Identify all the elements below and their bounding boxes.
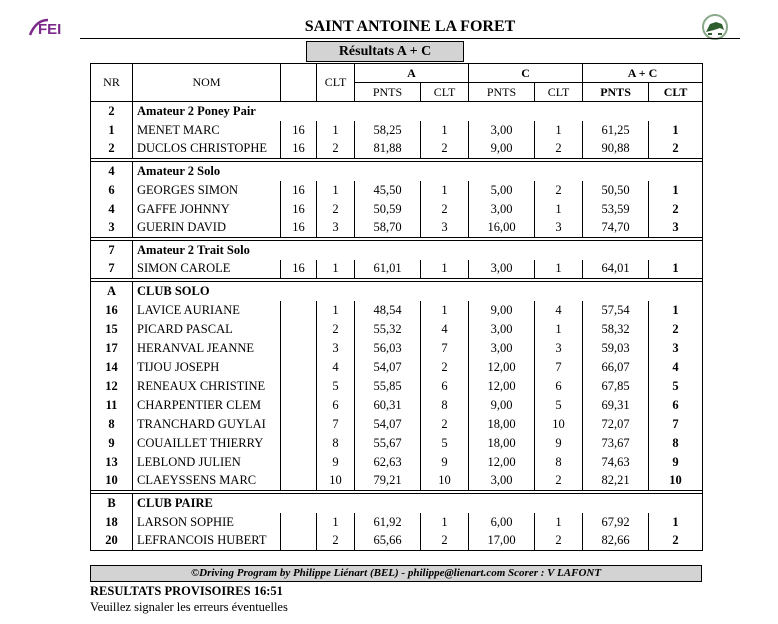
cell-nom: CLAEYSSENS MARC: [133, 472, 281, 491]
cell-age: [281, 513, 317, 532]
cell-age: [281, 377, 317, 396]
cell-ac-clt: 9: [649, 453, 703, 472]
cell-nom: LARSON SOPHIE: [133, 513, 281, 532]
table-body: [91, 102, 703, 551]
cell-ac-clt: 6: [649, 396, 703, 415]
cell-c-pnts: 12,00: [469, 377, 535, 396]
cell-a-pnts: 55,85: [355, 377, 421, 396]
cell-age: [281, 396, 317, 415]
cell-a-clt: 1: [421, 121, 469, 140]
cell-age: 16: [281, 181, 317, 200]
cell-ac-clt: 4: [649, 358, 703, 377]
cell-ac-clt: 3: [649, 219, 703, 238]
cell-nom: SIMON CAROLE: [133, 260, 281, 279]
cell-age: [281, 434, 317, 453]
cell-clt: 6: [317, 396, 355, 415]
cell-nom: TIJOU JOSEPH: [133, 358, 281, 377]
page-title: SAINT ANTOINE LA FORET: [304, 18, 516, 35]
table-row: [91, 513, 703, 532]
table-row: [91, 200, 703, 219]
section-header: [91, 241, 703, 260]
col-ac-pnts: PNTS: [583, 83, 649, 102]
cell-clt: 1: [317, 301, 355, 320]
cell-a-clt: 1: [421, 181, 469, 200]
table-row: [91, 453, 703, 472]
cell-clt: 9: [317, 453, 355, 472]
cell-ac-pnts: 67,85: [583, 377, 649, 396]
cell-a-pnts: 62,63: [355, 453, 421, 472]
cell-a-clt: 2: [421, 532, 469, 551]
cell-a-pnts: 58,25: [355, 121, 421, 140]
cell-nr: 14: [91, 358, 133, 377]
cell-age: [281, 415, 317, 434]
cell-c-pnts: 3,00: [469, 472, 535, 491]
results-subtitle: Résultats A + C: [306, 41, 464, 62]
table-row: [91, 140, 703, 159]
cell-clt: 3: [317, 219, 355, 238]
cell-nr: 4: [91, 200, 133, 219]
cell-c-pnts: 16,00: [469, 219, 535, 238]
cell-ac-clt: 1: [649, 260, 703, 279]
cell-nr: 15: [91, 320, 133, 339]
cell-age: 16: [281, 140, 317, 159]
table-row: [91, 301, 703, 320]
section-code: 2: [91, 102, 133, 121]
footer-credit: ©Driving Program by Philippe Liénart (BEL) - philippe@lienart.com Scorer : V LAFONT: [90, 565, 702, 582]
cell-nom: CHARPENTIER CLEM: [133, 396, 281, 415]
table-row: [91, 532, 703, 551]
cell-nr: 7: [91, 260, 133, 279]
cell-nr: 9: [91, 434, 133, 453]
cell-a-clt: 2: [421, 358, 469, 377]
cell-ac-pnts: 72,07: [583, 415, 649, 434]
cell-a-pnts: 60,31: [355, 396, 421, 415]
cell-nr: 16: [91, 301, 133, 320]
section-header: [91, 282, 703, 301]
cell-c-clt: 4: [535, 301, 583, 320]
cell-clt: 1: [317, 513, 355, 532]
cell-nr: 1: [91, 121, 133, 140]
cell-c-pnts: 3,00: [469, 200, 535, 219]
section-code: 4: [91, 162, 133, 181]
table-row: [91, 320, 703, 339]
section-title: CLUB PAIRE: [133, 494, 703, 513]
section-header: [91, 162, 703, 181]
cell-ac-clt: 2: [649, 320, 703, 339]
cell-ac-pnts: 82,21: [583, 472, 649, 491]
col-a-clt: CLT: [421, 83, 469, 102]
cell-age: 16: [281, 219, 317, 238]
cell-a-pnts: 55,67: [355, 434, 421, 453]
cell-a-clt: 8: [421, 396, 469, 415]
cell-clt: 2: [317, 200, 355, 219]
cell-clt: 8: [317, 434, 355, 453]
cell-a-clt: 1: [421, 260, 469, 279]
cell-c-pnts: 5,00: [469, 181, 535, 200]
cell-a-pnts: 45,50: [355, 181, 421, 200]
cell-c-clt: 2: [535, 532, 583, 551]
cell-a-pnts: 65,66: [355, 532, 421, 551]
cell-ac-pnts: 53,59: [583, 200, 649, 219]
cell-a-pnts: 61,92: [355, 513, 421, 532]
cell-clt: 1: [317, 260, 355, 279]
cell-nom: GAFFE JOHNNY: [133, 200, 281, 219]
cell-clt: 1: [317, 121, 355, 140]
section-code: A: [91, 282, 133, 301]
cell-a-clt: 1: [421, 301, 469, 320]
cell-nom: LEBLOND JULIEN: [133, 453, 281, 472]
cell-age: [281, 453, 317, 472]
col-age: [281, 64, 317, 102]
cell-ac-pnts: 69,31: [583, 396, 649, 415]
cell-nr: 3: [91, 219, 133, 238]
section-title: Amateur 2 Poney Pair: [133, 102, 703, 121]
col-nom: NOM: [133, 64, 281, 102]
cell-ac-pnts: 82,66: [583, 532, 649, 551]
cell-nr: 11: [91, 396, 133, 415]
section-code: 7: [91, 241, 133, 260]
cell-c-clt: 1: [535, 513, 583, 532]
cell-c-pnts: 12,00: [469, 453, 535, 472]
cell-nr: 20: [91, 532, 133, 551]
cell-clt: 10: [317, 472, 355, 491]
cell-a-pnts: 55,32: [355, 320, 421, 339]
cell-nom: DUCLOS CHRISTOPHE: [133, 140, 281, 159]
cell-nr: 17: [91, 339, 133, 358]
table-row: [91, 219, 703, 238]
cell-ac-clt: 1: [649, 301, 703, 320]
cell-clt: 1: [317, 181, 355, 200]
cell-c-clt: 2: [535, 140, 583, 159]
table-row: [91, 339, 703, 358]
cell-a-clt: 1: [421, 513, 469, 532]
section-header: [91, 494, 703, 513]
cell-clt: 3: [317, 339, 355, 358]
cell-ac-pnts: 64,01: [583, 260, 649, 279]
cell-c-clt: 1: [535, 121, 583, 140]
cell-nom: RENEAUX CHRISTINE: [133, 377, 281, 396]
cell-ac-clt: 1: [649, 121, 703, 140]
cell-a-clt: 4: [421, 320, 469, 339]
cell-age: [281, 339, 317, 358]
header-divider: [80, 38, 740, 39]
cell-ac-clt: 10: [649, 472, 703, 491]
cell-age: 16: [281, 200, 317, 219]
cell-nr: 2: [91, 140, 133, 159]
col-group-ac: A + C: [583, 64, 703, 83]
cell-ac-pnts: 66,07: [583, 358, 649, 377]
cell-c-clt: 1: [535, 260, 583, 279]
cell-ac-pnts: 74,70: [583, 219, 649, 238]
cell-ac-pnts: 57,54: [583, 301, 649, 320]
cell-ac-clt: 2: [649, 140, 703, 159]
table-row: [91, 121, 703, 140]
cell-clt: 5: [317, 377, 355, 396]
cell-nom: LEFRANCOIS HUBERT: [133, 532, 281, 551]
col-group-a: A: [355, 64, 469, 83]
cell-ac-pnts: 50,50: [583, 181, 649, 200]
cell-a-pnts: 56,03: [355, 339, 421, 358]
cell-ac-pnts: 67,92: [583, 513, 649, 532]
cell-ac-clt: 1: [649, 513, 703, 532]
col-ac-clt: CLT: [649, 83, 703, 102]
cell-nom: TRANCHARD GUYLAI: [133, 415, 281, 434]
errors-notice: Veuillez signaler les erreurs éventuelles: [90, 600, 288, 614]
col-c-clt: CLT: [535, 83, 583, 102]
cell-a-pnts: 50,59: [355, 200, 421, 219]
cell-a-pnts: 58,70: [355, 219, 421, 238]
cell-c-clt: 6: [535, 377, 583, 396]
table-row: [91, 472, 703, 491]
cell-c-pnts: 3,00: [469, 339, 535, 358]
cell-a-clt: 3: [421, 219, 469, 238]
cell-c-pnts: 18,00: [469, 434, 535, 453]
cell-age: 16: [281, 121, 317, 140]
col-c-pnts: PNTS: [469, 83, 535, 102]
cell-c-pnts: 17,00: [469, 532, 535, 551]
results-status: RESULTATS PROVISOIRES 16:51: [90, 584, 283, 598]
cell-a-clt: 9: [421, 453, 469, 472]
cell-age: [281, 301, 317, 320]
cell-a-clt: 2: [421, 415, 469, 434]
cell-nom: PICARD PASCAL: [133, 320, 281, 339]
cell-c-pnts: 9,00: [469, 301, 535, 320]
cell-nr: 8: [91, 415, 133, 434]
cell-a-pnts: 48,54: [355, 301, 421, 320]
cell-c-clt: 5: [535, 396, 583, 415]
cell-a-clt: 6: [421, 377, 469, 396]
col-nr: NR: [91, 64, 133, 102]
cell-c-clt: 1: [535, 200, 583, 219]
col-a-pnts: PNTS: [355, 83, 421, 102]
table-header: [91, 64, 703, 102]
cell-nom: GEORGES SIMON: [133, 181, 281, 200]
cell-c-clt: 9: [535, 434, 583, 453]
cell-a-pnts: 79,21: [355, 472, 421, 491]
table-row: [91, 181, 703, 200]
cell-nr: 6: [91, 181, 133, 200]
table-row: [91, 415, 703, 434]
cell-ac-clt: 1: [649, 181, 703, 200]
cell-a-clt: 2: [421, 140, 469, 159]
cell-a-pnts: 61,01: [355, 260, 421, 279]
cell-c-pnts: 12,00: [469, 358, 535, 377]
cell-c-clt: 3: [535, 219, 583, 238]
cell-c-pnts: 6,00: [469, 513, 535, 532]
cell-clt: 2: [317, 532, 355, 551]
cell-ac-pnts: 73,67: [583, 434, 649, 453]
cell-clt: 2: [317, 320, 355, 339]
table-row: [91, 358, 703, 377]
cell-nom: HERANVAL JEANNE: [133, 339, 281, 358]
cell-c-pnts: 3,00: [469, 260, 535, 279]
results-table: [90, 63, 703, 551]
cell-c-pnts: 18,00: [469, 415, 535, 434]
cell-nr: 10: [91, 472, 133, 491]
section-header: [91, 102, 703, 121]
cell-nom: GUERIN DAVID: [133, 219, 281, 238]
section-code: B: [91, 494, 133, 513]
cell-clt: 4: [317, 358, 355, 377]
cell-a-clt: 7: [421, 339, 469, 358]
cell-ac-clt: 2: [649, 200, 703, 219]
cell-nr: 13: [91, 453, 133, 472]
cell-age: [281, 320, 317, 339]
table-row: [91, 396, 703, 415]
cell-ac-clt: 5: [649, 377, 703, 396]
section-title: CLUB SOLO: [133, 282, 703, 301]
cell-c-clt: 3: [535, 339, 583, 358]
cell-age: [281, 358, 317, 377]
fei-logo-icon: [28, 16, 70, 38]
fei-logo-text: FEI: [38, 21, 62, 38]
cell-c-pnts: 9,00: [469, 396, 535, 415]
section-title: Amateur 2 Solo: [133, 162, 703, 181]
cell-nom: COUAILLET THIERRY: [133, 434, 281, 453]
cell-ac-clt: 7: [649, 415, 703, 434]
cell-ac-clt: 2: [649, 532, 703, 551]
col-clt: CLT: [317, 64, 355, 102]
cell-ac-pnts: 59,03: [583, 339, 649, 358]
cell-clt: 7: [317, 415, 355, 434]
cell-c-clt: 10: [535, 415, 583, 434]
cell-nom: LAVICE AURIANE: [133, 301, 281, 320]
cell-c-clt: 2: [535, 472, 583, 491]
cell-c-clt: 1: [535, 320, 583, 339]
cell-age: 16: [281, 260, 317, 279]
cell-ac-pnts: 61,25: [583, 121, 649, 140]
cell-c-pnts: 3,00: [469, 121, 535, 140]
cell-nr: 18: [91, 513, 133, 532]
cell-ac-pnts: 90,88: [583, 140, 649, 159]
cell-c-clt: 8: [535, 453, 583, 472]
cell-a-clt: 10: [421, 472, 469, 491]
cell-ac-pnts: 58,32: [583, 320, 649, 339]
cell-age: [281, 532, 317, 551]
cell-a-clt: 5: [421, 434, 469, 453]
cell-age: [281, 472, 317, 491]
cell-ac-pnts: 74,63: [583, 453, 649, 472]
col-group-c: C: [469, 64, 583, 83]
cell-ac-clt: 8: [649, 434, 703, 453]
cell-a-pnts: 54,07: [355, 415, 421, 434]
section-title: Amateur 2 Trait Solo: [133, 241, 703, 260]
cell-ac-clt: 3: [649, 339, 703, 358]
table-row: [91, 434, 703, 453]
cell-nr: 12: [91, 377, 133, 396]
cell-c-pnts: 9,00: [469, 140, 535, 159]
table-row: [91, 260, 703, 279]
cell-c-pnts: 3,00: [469, 320, 535, 339]
cell-c-clt: 2: [535, 181, 583, 200]
cell-nom: MENET MARC: [133, 121, 281, 140]
table-row: [91, 377, 703, 396]
cell-c-clt: 7: [535, 358, 583, 377]
cell-clt: 2: [317, 140, 355, 159]
cell-a-pnts: 54,07: [355, 358, 421, 377]
cell-a-pnts: 81,88: [355, 140, 421, 159]
cell-a-clt: 2: [421, 200, 469, 219]
